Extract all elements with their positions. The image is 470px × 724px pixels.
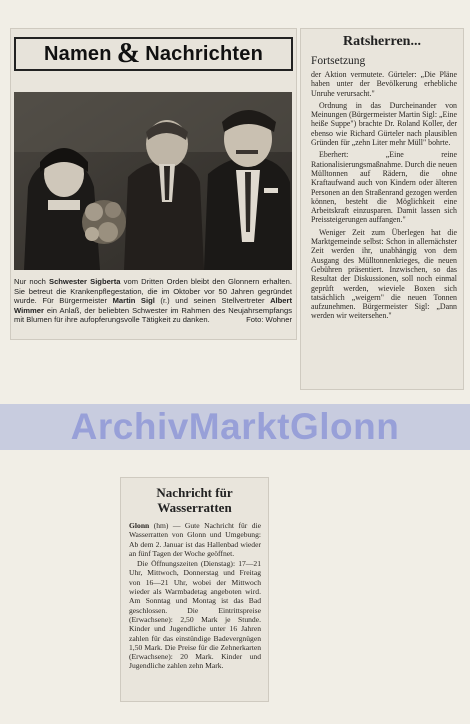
ratsherren-paragraph-2: Ordnung in das Durcheinander von Meinungen (Bürgermeister Martin Sigl: „Eine heiße Suppe") brachte Dr. Roland Koller, der ebenso wie Richard Gürteler nach plausiblen Gründen für „zehn Liter mehr Müll" bohrte. [311, 100, 457, 148]
photo-credit: Foto: Wohner [246, 315, 292, 325]
ratsherren-title: Ratsherren... [343, 34, 421, 49]
wasserratten-clipping [120, 477, 269, 702]
wasserratten-paragraph-1 [129, 521, 261, 558]
ratsherren-subtitle: Fortsetzung [311, 55, 366, 67]
main-clipping [10, 28, 297, 340]
wasserratten-body [129, 521, 261, 672]
photo-caption [14, 277, 292, 325]
wasserratten-dateline: Glonn [129, 521, 150, 530]
archive-watermark: ArchivMarktGlonn [0, 404, 470, 450]
caption-name-sigberta: Schwester Sigberta [49, 277, 121, 286]
wasserratten-paragraph-1-text: (hm) — Gute Nachricht für die Wasserratten von Glonn und Umgebung: Ab dem 2. Januar ist das Hallenbad wieder an fünf Tagen der Woche geöffnet. [129, 521, 261, 558]
caption-text-4: ein Anlaß, der beliebten Schwester im Rahmen des Neujahrsempfangs mit Blumen für ihre aufopferungsvolle Tätigkeit zu danken. [14, 305, 292, 325]
ratsherren-paragraph-4: Weniger Zeit zum Überlegen hat die Marktgemeinde selbst: Schon in allernächster Zeit werden ihr, unabhängig von dem Ausgang des Mülltonnenkrieges, die neuen Gebühren präsentiert. Inzwischen, so das Resultat der Diskussionen, soll noch einmal geprüft werden, wieviele Boxen sich tatsächlich „weigern" die neuen Tonnen aufzunehmen. Bürgermeister Sigl: „Dann werden wir weitersehen." [311, 227, 457, 321]
ratsherren-body [311, 70, 457, 324]
ratsherren-paragraph-3: Eberhert: „Eine reine Rationalisierungsmaßnahme. Durch die neuen Mülltonnen auf Rädern, die ohne Kraftaufwand auch von Kindern oder älteren Personen an den Straßenrand gezogen werden können, besteht die Möglichkeit eine Arbeitskraft einzusparen. Damit lassen sich Preissteigerungen auffangen." [311, 150, 457, 225]
caption-name-sigl: Martin Sigl [112, 296, 155, 306]
wasserratten-paragraph-2: Die Öffnungszeiten (Dienstag): 17—21 Uhr, Mittwoch, Donnerstag und Freitag von 16—21 Uhr, wobei der Mittwoch wieder als Warmbadetag angeboten wird. Am Sonntag und Montag ist das Bad geschlossen. Die Eintrittspreise (Erwachsene): 2,50 Mark je Stunde. Kinder und Jugendliche unter 16 Jahren zahlen für das einstündige Badevergnügen 1,50 Mark. Die Preise für die Zehnerkarten (Erwachsene): 20 Mark. Kinder und Jugendliche zahlen zehn Mark. [129, 559, 261, 671]
masthead-left: Namen [43, 42, 112, 65]
caption-name-wimmer: Albert Wimmer [14, 296, 293, 315]
news-photo [14, 92, 292, 270]
masthead-ampersand: & [116, 38, 141, 69]
caption-text-3: (r.) und seinen Stellvertreter [154, 296, 271, 306]
masthead-right: Nachrichten [145, 42, 264, 65]
wasserratten-title-line-2: Wasserratten [157, 500, 232, 515]
wasserratten-title [121, 485, 268, 515]
caption-text-2: vom Dritten Orden bleibt den Glonnern erhalten. Sie betreut die Krankenpflegestation, die im Oktober vor 50 Jahren gegründet wurde. Für Bürgermeister [14, 277, 292, 306]
ratsherren-paragraph-1: der Aktion vermutete. Gürteler: „Die Pläne haben unter der Bevölkerung erhebliche Unruhe verursacht." [311, 70, 457, 98]
photo-illustration [14, 92, 292, 270]
masthead [14, 37, 293, 71]
ratsherren-clipping [300, 28, 464, 390]
caption-text-1: Nur noch [14, 277, 49, 286]
wasserratten-title-line-1: Nachricht für [156, 485, 233, 500]
